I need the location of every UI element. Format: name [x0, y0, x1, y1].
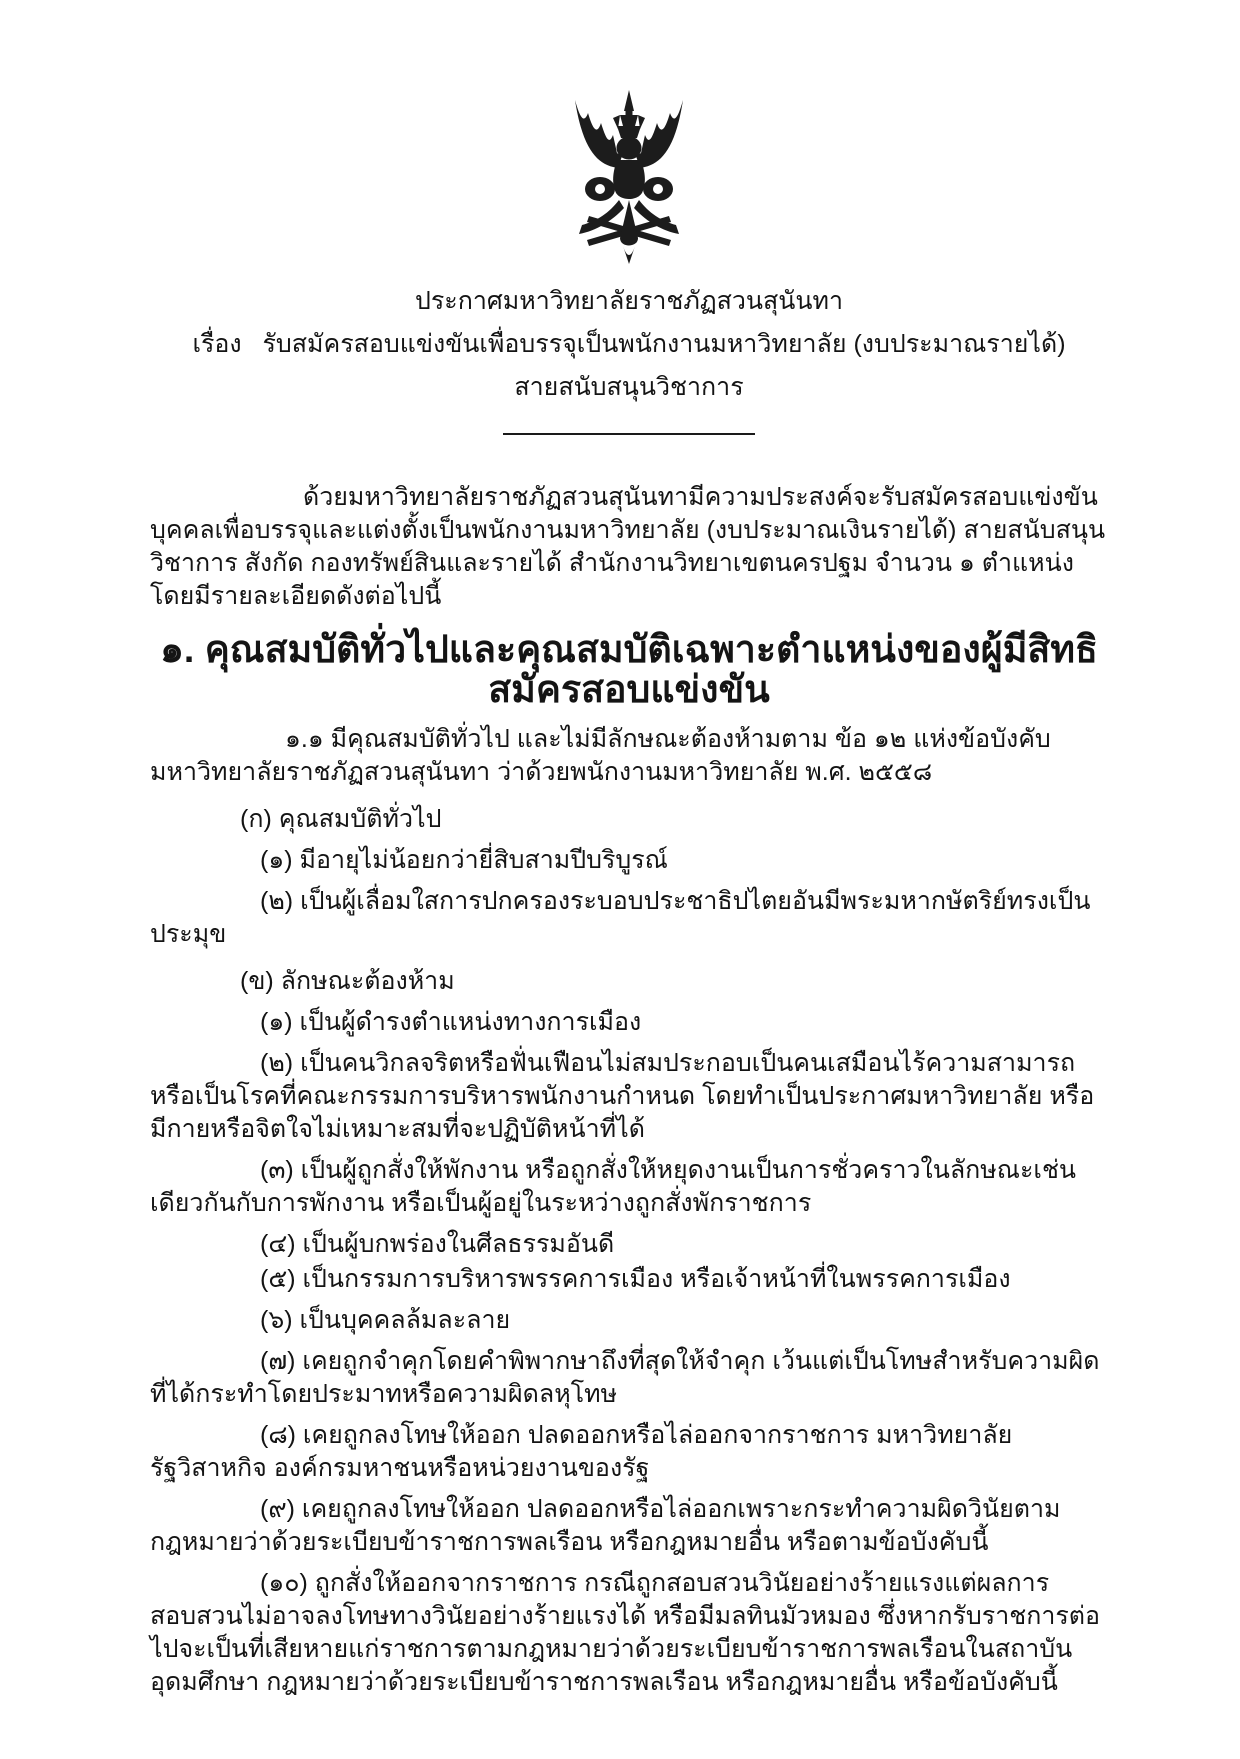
garuda-emblem-icon: [150, 88, 1108, 268]
list-item-b8: (๘) เคยถูกลงโทษให้ออก ปลดออกหรือไล่ออกจากราชการ มหาวิทยาลัย รัฐวิสาหกิจ องค์กรมหาชนหรือหน่วยงานของรัฐ: [150, 1421, 1013, 1482]
list-item-b7: (๗) เคยถูกจำคุกโดยคำพิพากษาถึงที่สุดให้จำคุก เว้นแต่เป็นโทษสำหรับความผิดที่ได้กระทำโดยประมาทหรือความผิดลหุโทษ: [150, 1347, 1100, 1408]
subsection-a-label: (ก) คุณสมบัติทั่วไป: [240, 805, 442, 833]
list-item-a2: (๒) เป็นผู้เลื่อมใสการปกครองระบอบประชาธิปไตยอันมีพระมหากษัตริย์ทรงเป็นประมุข: [150, 887, 1091, 948]
list-item-b5: (๕) เป็นกรรมการบริหารพรรคการเมือง หรือเจ้าหน้าที่ในพรรคการเมือง: [260, 1265, 1011, 1293]
list-item-b1: (๑) เป็นผู้ดำรงตำแหน่งทางการเมือง: [260, 1008, 642, 1036]
list-item-b4: (๔) เป็นผู้บกพร่องในศีลธรรมอันดี: [260, 1230, 615, 1258]
section-1-heading: ๑. คุณสมบัติทั่วไปและคุณสมบัติเฉพาะตำแหน่งของผู้มีสิทธิสมัครสอบแข่งขัน: [160, 628, 1098, 710]
document-header: [150, 280, 1108, 409]
list-item-a1: (๑) มีอายุไม่น้อยกว่ายี่สิบสามปีบริบูรณ์: [260, 846, 668, 874]
subsection-b-label: (ข) ลักษณะต้องห้าม: [240, 967, 455, 995]
document-body: [150, 481, 1108, 1699]
announcement-subtitle: สายสนับสนุนวิชาการ: [514, 373, 744, 401]
list-item-b9: (๙) เคยถูกลงโทษให้ออก ปลดออกหรือไล่ออกเพราะกระทำความผิดวินัยตามกฎหมายว่าด้วยระเบียบข้าราชการพลเรือน หรือกฎหมายอื่น หรือตามข้อบังคับนี้: [150, 1495, 1061, 1556]
announcement-title: ประกาศมหาวิทยาลัยราชภัฏสวนสุนันทา: [415, 287, 843, 315]
clause-1-1: ๑.๑ มีคุณสมบัติทั่วไป และไม่มีลักษณะต้องห้ามตาม ข้อ ๑๒ แห่งข้อบังคับมหาวิทยาลัยราชภัฏสวนสุนันทา ว่าด้วยพนักงานมหาวิทยาลัย พ.ศ. ๒๕๕๘: [150, 725, 1051, 786]
announcement-subject: เรื่อง รับสมัครสอบแข่งขันเพื่อบรรจุเป็นพนักงานมหาวิทยาลัย (งบประมาณรายได้): [192, 330, 1066, 358]
list-item-b2: (๒) เป็นคนวิกลจริตหรือฟั่นเฟือนไม่สมประกอบเป็นคนเสมือนไร้ความสามารถหรือเป็นโรคที่คณะกรรมการบริหารพนักงานกำหนด โดยทำเป็นประกาศมหาวิทยาลัย หรือมีกายหรือจิตใจไม่เหมาะสมที่จะปฏิบัติหน้าที่ได้: [150, 1049, 1095, 1143]
list-item-b10: (๑๐) ถูกสั่งให้ออกจากราชการ กรณีถูกสอบสวนวินัยอย่างร้ายแรงแต่ผลการสอบสวนไม่อาจลงโทษทางวินัยอย่างร้ายแรงได้ หรือมีมลทินมัวหมอง ซึ่งหากรับราชการต่อไปจะเป็นที่เสียหายแก่ราชการตามกฎหมายว่าด้วยระเบียบข้าราชการพลเรือนในสถาบันอุดมศึกษา กฎหมายว่าด้วยระเบียบข้าราชการพลเรือน หรือกฎหมายอื่น หรือข้อบังคับนี้: [150, 1569, 1101, 1696]
intro-paragraph: ด้วยมหาวิทยาลัยราชภัฏสวนสุนันทามีความประสงค์จะรับสมัครสอบแข่งขันบุคคลเพื่อบรรจุและแต่งตั้งเป็นพนักงานมหาวิทยาลัย (งบประมาณเงินรายได้) สายสนับสนุนวิชาการ สังกัด กองทรัพย์สินและรายได้ สำนักงานวิทยาเขตนครปฐม จำนวน ๑ ตำแหน่ง โดยมีรายละเอียดดังต่อไปนี้: [150, 483, 1106, 610]
title-divider-line: [503, 433, 755, 435]
list-item-b3: (๓) เป็นผู้ถูกสั่งให้พักงาน หรือถูกสั่งให้หยุดงานเป็นการชั่วคราวในลักษณะเช่นเดียวกันกับการพักงาน หรือเป็นผู้อยู่ในระหว่างถูกสั่งพักราชการ: [150, 1156, 1077, 1217]
list-item-b6: (๖) เป็นบุคคลล้มละลาย: [260, 1306, 511, 1334]
